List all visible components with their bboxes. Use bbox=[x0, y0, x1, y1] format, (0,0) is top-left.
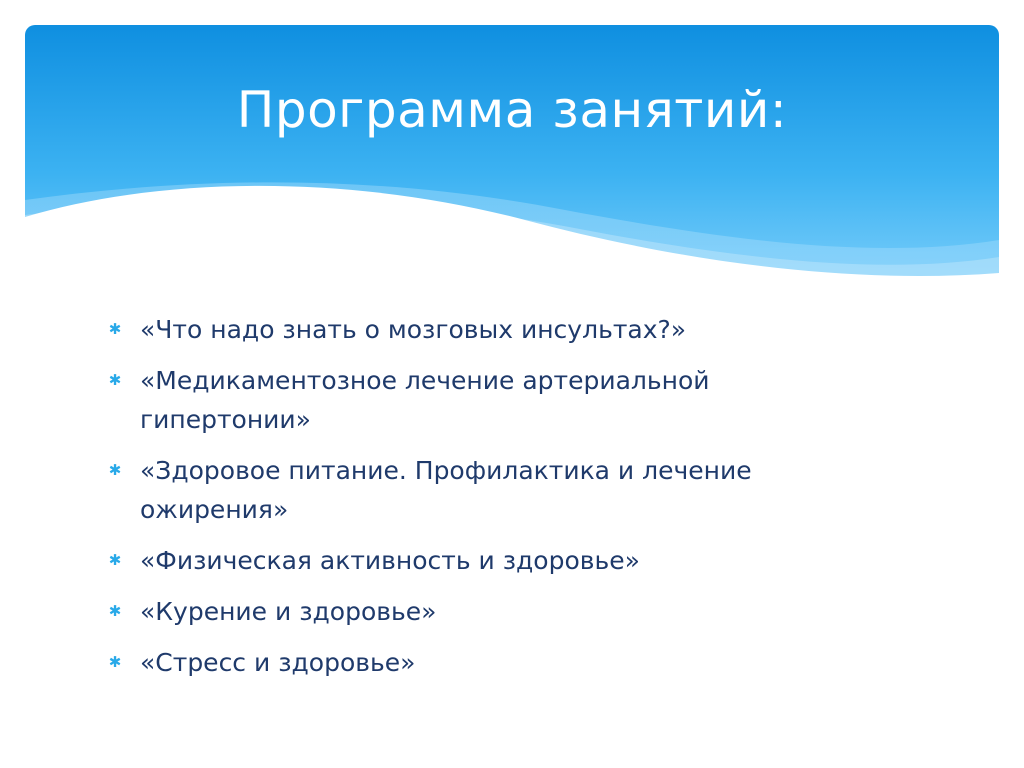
slide-title: Программа занятий: bbox=[236, 81, 788, 139]
asterisk-bullet-icon: ✱ bbox=[108, 653, 122, 671]
wave-background bbox=[25, 25, 999, 295]
asterisk-bullet-icon: ✱ bbox=[108, 371, 122, 389]
list-item bbox=[108, 541, 888, 580]
list-item bbox=[108, 643, 888, 682]
asterisk-bullet-icon: ✱ bbox=[108, 461, 122, 479]
list-item-text: «Здоровое питание. Профилактика и лечение ожирения» bbox=[140, 456, 752, 524]
list-item-text: «Что надо знать о мозговых инсультах?» bbox=[140, 315, 687, 344]
list-item-text: «Медикаментозное лечение артериальной гипертонии» bbox=[140, 366, 710, 434]
list-item-text: «Физическая активность и здоровье» bbox=[140, 546, 640, 575]
list-item bbox=[108, 361, 888, 439]
header-wave-banner bbox=[25, 25, 999, 295]
list-item-text: «Стресс и здоровье» bbox=[140, 648, 416, 677]
asterisk-bullet-icon: ✱ bbox=[108, 602, 122, 620]
program-list bbox=[108, 310, 888, 694]
asterisk-bullet-icon: ✱ bbox=[108, 551, 122, 569]
list-item bbox=[108, 592, 888, 631]
asterisk-bullet-icon: ✱ bbox=[108, 320, 122, 338]
list-item bbox=[108, 310, 888, 349]
list-item-text: «Курение и здоровье» bbox=[140, 597, 437, 626]
list-item bbox=[108, 451, 888, 529]
